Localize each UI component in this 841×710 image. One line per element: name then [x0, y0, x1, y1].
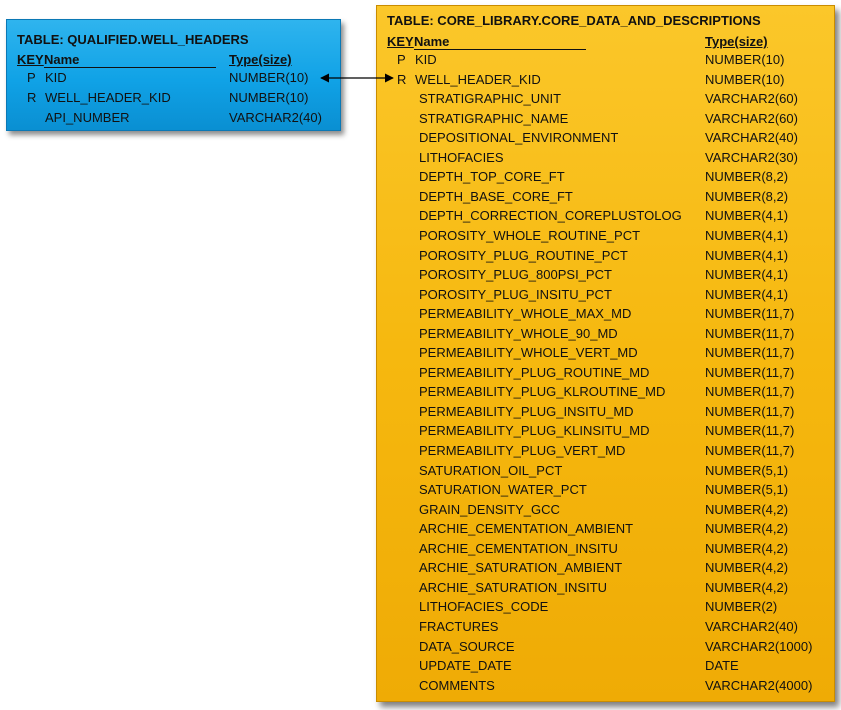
table-row: [377, 130, 834, 150]
table-row: [377, 150, 834, 170]
table-row: [377, 423, 834, 443]
field-type-cell: NUMBER(8,2): [705, 169, 789, 185]
table-row: [377, 541, 834, 561]
name-header-underline: [44, 67, 216, 68]
field-name-cell: WELL_HEADER_KID: [415, 71, 541, 87]
field-type-cell: NUMBER(4,1): [705, 227, 789, 243]
table-row: [377, 580, 834, 600]
field-name-cell: STRATIGRAPHIC_NAME: [419, 110, 569, 126]
table-row: [377, 678, 834, 698]
field-type-cell: NUMBER(11,7): [705, 345, 795, 361]
type-column-header: Type(size): [705, 34, 768, 49]
field-name-cell: ARCHIE_CEMENTATION_INSITU: [419, 540, 618, 556]
table-row: [377, 599, 834, 619]
core-data-column-header: [377, 34, 834, 54]
field-type-cell: NUMBER(5,1): [705, 482, 789, 498]
field-type-cell: NUMBER(10): [705, 52, 785, 67]
field-name-cell: KID: [415, 52, 437, 67]
field-name-cell: PERMEABILITY_WHOLE_VERT_MD: [419, 345, 638, 361]
field-name-cell: ARCHIE_CEMENTATION_AMBIENT: [419, 521, 634, 537]
field-name-cell: DEPTH_BASE_CORE_FT: [419, 188, 573, 204]
key-column-header: KEY: [387, 34, 414, 49]
field-type-cell: VARCHAR2(40): [705, 130, 798, 146]
field-name-cell: DEPOSITIONAL_ENVIRONMENT: [419, 130, 619, 146]
table-row: [377, 208, 834, 228]
field-name-cell: KID: [45, 70, 67, 85]
core-data-title: TABLE: CORE_LIBRARY.CORE_DATA_AND_DESCRIPTIONS: [387, 13, 761, 28]
field-name-cell: GRAIN_DENSITY_GCC: [419, 501, 560, 517]
field-name-cell: LITHOFACIES_CODE: [419, 599, 549, 615]
table-row: [377, 639, 834, 659]
table-row: [377, 91, 834, 111]
field-name-cell: WELL_HEADER_KID: [45, 90, 171, 105]
field-type-cell: NUMBER(11,7): [705, 306, 795, 322]
name-column-header: Name: [414, 34, 450, 49]
field-name-cell: STRATIGRAPHIC_UNIT: [419, 91, 562, 107]
field-name-cell: PERMEABILITY_PLUG_ROUTINE_MD: [419, 364, 650, 380]
table-row: [377, 248, 834, 268]
table-row: [377, 169, 834, 189]
table-row: [377, 404, 834, 424]
field-name-cell: UPDATE_DATE: [419, 658, 512, 674]
field-type-cell: DATE: [705, 658, 739, 674]
well-headers-column-header: [7, 52, 340, 72]
field-name-cell: LITHOFACIES: [419, 149, 504, 165]
field-type-cell: VARCHAR2(60): [705, 91, 798, 107]
field-type-cell: NUMBER(5,1): [705, 462, 789, 478]
table-row: [377, 287, 834, 307]
field-type-cell: NUMBER(2): [705, 599, 778, 615]
field-type-cell: NUMBER(11,7): [705, 364, 795, 380]
core-data-table: [376, 5, 835, 702]
name-header-underline: [414, 49, 586, 50]
field-type-cell: VARCHAR2(1000): [705, 638, 813, 654]
table-row: [377, 443, 834, 463]
key-cell: R: [397, 71, 407, 87]
field-type-cell: NUMBER(10): [229, 70, 309, 85]
field-name-cell: PERMEABILITY_PLUG_KLINSITU_MD: [419, 423, 650, 439]
table-row: [377, 72, 834, 92]
type-column-header: Type(size): [229, 52, 292, 67]
field-type-cell: NUMBER(4,2): [705, 540, 789, 556]
field-name-cell: DEPTH_TOP_CORE_FT: [419, 169, 565, 185]
field-name-cell: DATA_SOURCE: [419, 638, 515, 654]
table-row: [377, 52, 834, 72]
field-type-cell: NUMBER(11,7): [705, 403, 795, 419]
field-name-cell: COMMENTS: [419, 677, 495, 693]
field-name-cell: API_NUMBER: [45, 110, 130, 125]
table-row: [7, 90, 340, 110]
field-type-cell: NUMBER(4,1): [705, 247, 789, 263]
table-row: [377, 384, 834, 404]
field-type-cell: NUMBER(4,1): [705, 286, 789, 302]
key-column-header: KEY: [17, 52, 44, 67]
table-row: [377, 502, 834, 522]
field-name-cell: FRACTURES: [419, 618, 499, 634]
field-type-cell: NUMBER(11,7): [705, 423, 795, 439]
table-row: [377, 189, 834, 209]
field-name-cell: SATURATION_WATER_PCT: [419, 482, 587, 498]
field-name-cell: ARCHIE_SATURATION_AMBIENT: [419, 560, 623, 576]
field-type-cell: NUMBER(4,1): [705, 208, 789, 224]
table-row: [377, 267, 834, 287]
table-row: [377, 345, 834, 365]
field-type-cell: NUMBER(4,2): [705, 501, 789, 517]
table-row: [7, 70, 340, 90]
field-name-cell: POROSITY_PLUG_800PSI_PCT: [419, 267, 612, 283]
field-type-cell: NUMBER(10): [705, 71, 785, 87]
field-type-cell: NUMBER(11,7): [705, 384, 795, 400]
table-row: [377, 306, 834, 326]
table-row: [377, 619, 834, 639]
field-type-cell: NUMBER(4,2): [705, 579, 789, 595]
field-name-cell: PERMEABILITY_PLUG_KLROUTINE_MD: [419, 384, 666, 400]
table-row: [377, 365, 834, 385]
table-row: [377, 658, 834, 678]
key-cell: P: [397, 52, 406, 67]
field-name-cell: POROSITY_WHOLE_ROUTINE_PCT: [419, 227, 641, 243]
table-row: [377, 521, 834, 541]
well-headers-table: [6, 19, 341, 131]
field-name-cell: SATURATION_OIL_PCT: [419, 462, 563, 478]
table-row: [377, 560, 834, 580]
key-cell: R: [27, 90, 37, 105]
field-name-cell: PERMEABILITY_PLUG_INSITU_MD: [419, 403, 634, 419]
field-type-cell: NUMBER(10): [229, 90, 309, 105]
field-name-cell: DEPTH_CORRECTION_COREPLUSTOLOG: [419, 208, 682, 224]
field-type-cell: NUMBER(4,2): [705, 560, 789, 576]
field-name-cell: PERMEABILITY_WHOLE_90_MD: [419, 325, 618, 341]
table-row: [377, 482, 834, 502]
table-row: [377, 111, 834, 131]
field-type-cell: NUMBER(11,7): [705, 443, 795, 458]
field-type-cell: VARCHAR2(4000): [705, 677, 813, 693]
field-type-cell: NUMBER(11,7): [705, 325, 795, 341]
table-row: [7, 110, 340, 130]
field-type-cell: VARCHAR2(60): [705, 110, 798, 126]
name-column-header: Name: [44, 52, 80, 67]
table-row: [377, 326, 834, 346]
table-row: [377, 463, 834, 483]
field-type-cell: VARCHAR2(40): [705, 618, 798, 634]
well-headers-title: TABLE: QUALIFIED.WELL_HEADERS: [17, 32, 249, 47]
field-name-cell: PERMEABILITY_WHOLE_MAX_MD: [419, 306, 632, 322]
field-type-cell: NUMBER(4,2): [705, 521, 789, 537]
field-type-cell: NUMBER(4,1): [705, 267, 789, 283]
table-row: [377, 228, 834, 248]
field-name-cell: ARCHIE_SATURATION_INSITU: [419, 579, 608, 595]
field-type-cell: NUMBER(8,2): [705, 188, 789, 204]
field-name-cell: PERMEABILITY_PLUG_VERT_MD: [419, 443, 626, 458]
field-name-cell: POROSITY_PLUG_ROUTINE_PCT: [419, 247, 628, 263]
field-type-cell: VARCHAR2(40): [229, 110, 322, 125]
field-name-cell: POROSITY_PLUG_INSITU_PCT: [419, 286, 612, 302]
field-type-cell: VARCHAR2(30): [705, 149, 798, 165]
key-cell: P: [27, 70, 36, 85]
